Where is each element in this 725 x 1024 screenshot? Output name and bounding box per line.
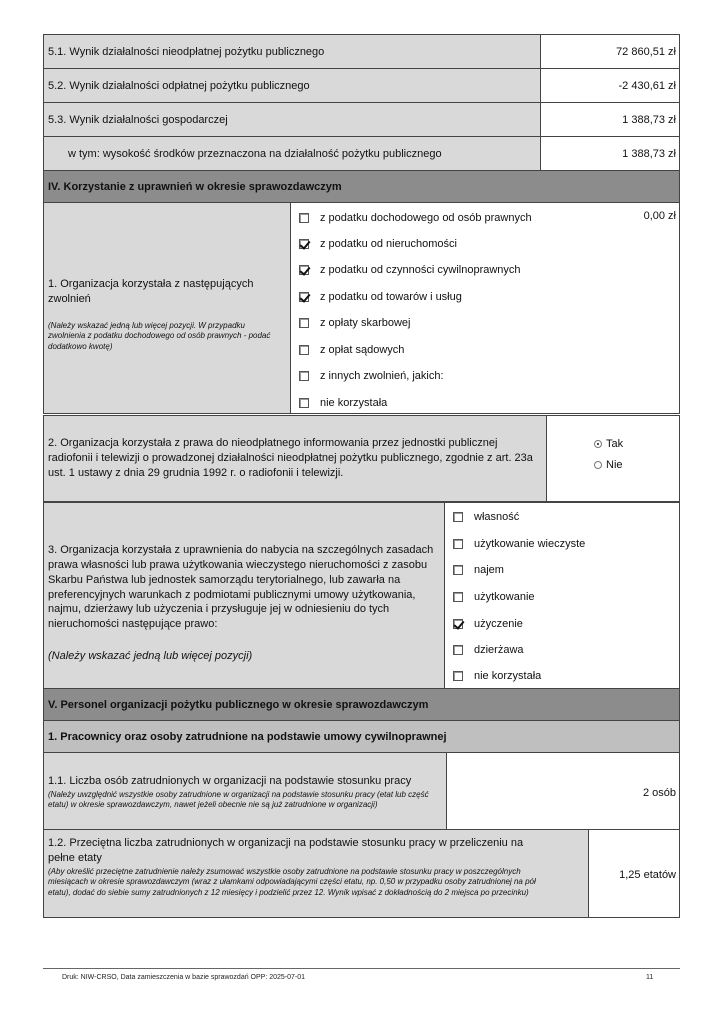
row-1-1 — [43, 752, 680, 830]
row-1-1-value-cell — [446, 753, 679, 829]
checkbox-unchecked[interactable] — [453, 539, 463, 549]
q1-row — [43, 202, 680, 414]
q3-option[interactable] — [453, 590, 535, 604]
q1-option[interactable] — [299, 343, 404, 357]
q1-option[interactable] — [299, 290, 462, 304]
row-5-1-value: 72 860,51 zł — [616, 46, 676, 58]
q3-option[interactable] — [453, 563, 504, 577]
footer-text: Druk: NIW-CRSO, Data zamieszczenia w bazie sprawozdań OPP: 2025-07-01 — [62, 974, 306, 981]
section-5-title: V. Personel organizacji pożytku publicznego w okresie sprawozdawczym — [48, 699, 429, 711]
checkbox-unchecked[interactable] — [453, 565, 463, 575]
q3-option[interactable] — [453, 617, 523, 631]
q3-label: 3. Organizacja korzystała z uprawnienia do nabycia na szczególnych zasadach prawa własności lub prawa użytkowania wieczystego nieruchomości z zasobu Skarbu Państwa lub jednostek samorządu terytorialnego, lub zawarła na preferencyjnych warunkach z podmiotami publicznymi umowy użytkowania, najmu, dzierżawy lub użyczenia i przysługuje jej w odniesieniu do tych nieruchomości następujące prawo: — [48, 544, 434, 631]
row-5-3-value-cell — [540, 103, 679, 136]
q3-option[interactable] — [453, 669, 541, 683]
row-5-2 — [43, 68, 680, 103]
radio-unselected-icon[interactable] — [594, 461, 602, 469]
row-5-2-value-cell — [540, 69, 679, 102]
row-5-3-incl-label: w tym: wysokość środków przeznaczona na działalność pożytku publicznego — [68, 148, 442, 160]
q1-option-label: z innych zwolnień, jakich: — [320, 370, 444, 382]
checkbox-unchecked[interactable] — [299, 345, 309, 355]
q3-option-label: użytkowanie — [474, 591, 535, 603]
q1-option[interactable] — [299, 211, 532, 225]
checkbox-unchecked[interactable] — [453, 671, 463, 681]
q3-option-label: własność — [474, 511, 520, 523]
q3-options-cell — [444, 503, 679, 688]
q3-option[interactable] — [453, 510, 519, 524]
q1-option[interactable] — [299, 237, 457, 251]
row-1-1-value: 2 osób — [642, 787, 676, 799]
q1-option-label: nie korzystała — [320, 397, 388, 409]
q1-option-label: z podatku od towarów i usług — [320, 291, 462, 303]
row-5-3-label: 5.3. Wynik działalności gospodarczej — [48, 114, 228, 126]
checkbox-checked[interactable] — [299, 239, 309, 249]
radio-tak-label: Tak — [606, 438, 624, 450]
checkbox-unchecked[interactable] — [299, 398, 309, 408]
q1-option-label: z opłat sądowych — [320, 344, 405, 356]
section-4-title: IV. Korzystanie z uprawnień w okresie sprawozdawczym — [48, 181, 342, 193]
row-5-3-incl — [43, 136, 680, 171]
q1-option[interactable] — [299, 396, 387, 410]
q3-option-label: nie korzystała — [474, 670, 542, 682]
row-5-1 — [43, 34, 680, 69]
checkbox-unchecked[interactable] — [299, 213, 309, 223]
checkbox-unchecked[interactable] — [299, 318, 309, 328]
row-1-2-value: 1,25 etatów — [619, 869, 676, 881]
section-5-sub1-title: 1. Pracownicy oraz osoby zatrudnione na podstawie umowy cywilnoprawnej — [48, 731, 447, 743]
checkbox-checked[interactable] — [299, 292, 309, 302]
checkbox-checked[interactable] — [299, 265, 309, 275]
q1-option-label: z podatku od czynności cywilnoprawnych — [320, 264, 521, 276]
row-1-2 — [43, 829, 680, 918]
q1-amount: 0,00 zł — [643, 210, 676, 222]
q1-option[interactable] — [299, 369, 444, 383]
row-5-1-label: 5.1. Wynik działalności nieodpłatnej pożytku publicznego — [48, 46, 325, 58]
row-1-1-hint: (Należy uwzględnić wszystkie osoby zatrudnione w organizacji na podstawie stosunku pracy (etat lub część etatu) w okresie sprawozdawczym, nawet jeżeli obecnie nie są już zatrudnione w organizacji) — [48, 790, 429, 810]
q3-option-label: użytkowanie wieczyste — [474, 538, 586, 550]
row-5-2-label: 5.2. Wynik działalności odpłatnej pożytku publicznego — [48, 80, 310, 92]
q1-label: 1. Organizacja korzystała z następujących zwolnień — [48, 278, 254, 305]
section-5-header — [43, 688, 680, 721]
radio-nie[interactable] — [594, 458, 623, 472]
q3-option[interactable] — [453, 537, 585, 551]
row-1-1-label: 1.1. Liczba osób zatrudnionych w organizacji na podstawie stosunku pracy — [48, 775, 412, 787]
q1-option-label: z podatku dochodowego od osób prawnych — [320, 212, 532, 224]
section-4-header — [43, 170, 680, 203]
q1-option[interactable] — [299, 263, 521, 277]
checkbox-unchecked[interactable] — [453, 592, 463, 602]
row-1-2-value-cell — [588, 830, 679, 917]
row-5-3 — [43, 102, 680, 137]
checkbox-unchecked[interactable] — [299, 371, 309, 381]
page-number: 11 — [646, 974, 654, 981]
q3-option-label: najem — [474, 564, 504, 576]
checkbox-unchecked[interactable] — [453, 645, 463, 655]
radio-nie-label: Nie — [606, 459, 623, 471]
row-5-1-value-cell — [540, 35, 679, 68]
radio-selected-icon[interactable] — [594, 440, 602, 448]
q2-row — [43, 415, 680, 502]
q1-option-label: z opłaty skarbowej — [320, 317, 411, 329]
section-5-sub1 — [43, 720, 680, 753]
q1-option-label: z podatku od nieruchomości — [320, 238, 457, 250]
q1-option[interactable] — [299, 316, 411, 330]
row-5-3-incl-value-cell — [540, 137, 679, 170]
q3-hint: (Należy wskazać jedną lub więcej pozycji) — [48, 650, 253, 662]
checkbox-unchecked[interactable] — [453, 512, 463, 522]
checkbox-checked[interactable] — [453, 619, 463, 629]
q3-option-label: dzierżawa — [474, 644, 524, 656]
row-5-3-value: 1 388,73 zł — [622, 114, 676, 126]
row-1-2-hint: (Aby określić przeciętne zatrudnienie należy zsumować wszystkie osoby zatrudnione na podstawie stosunku pracy w poszczególnych miesiącach w okresie sprawozdawczym (wraz z ułamkami odpowiadającymi części etatu, np. 0,50 w przypadku osoby zatrudnionej na pół etatu), dodać do siebie sumy zatrudnionych z 12 miesięcy i podzielić przez 12. Wynik wpisać z dokładnością do 2 miejsca po przecinku) — [48, 867, 536, 897]
radio-tak[interactable] — [594, 437, 623, 451]
row-1-2-label: 1.2. Przeciętna liczba zatrudnionych w organizacji na podstawie stosunku pracy w przeliczeniu na pełne etaty — [48, 837, 524, 864]
q3-row — [43, 502, 680, 689]
row-5-2-value: -2 430,61 zł — [618, 80, 676, 92]
q3-option[interactable] — [453, 643, 524, 657]
q1-hint: (Należy wskazać jedną lub więcej pozycji. W przypadku zwolnienia z podatku dochodowego od osób prawnych - podać dodatkowo kwotę) — [48, 321, 271, 351]
footer-divider — [43, 968, 680, 969]
q3-option-label: użyczenie — [474, 618, 523, 630]
q2-options-cell — [546, 416, 679, 501]
q1-options-cell — [290, 203, 679, 413]
row-5-3-incl-value: 1 388,73 zł — [622, 148, 676, 160]
q2-label: 2. Organizacja korzystała z prawa do nieodpłatnego informowania przez jednostki publicznej radiofonii i telewizji o prowadzonej działalności nieodpłatnej pożytku publicznego, zgodnie z art. 23a ust. 1 ustawy z dnia 29 grudnia 1992 r. o radiofonii i telewizji. — [48, 437, 533, 479]
